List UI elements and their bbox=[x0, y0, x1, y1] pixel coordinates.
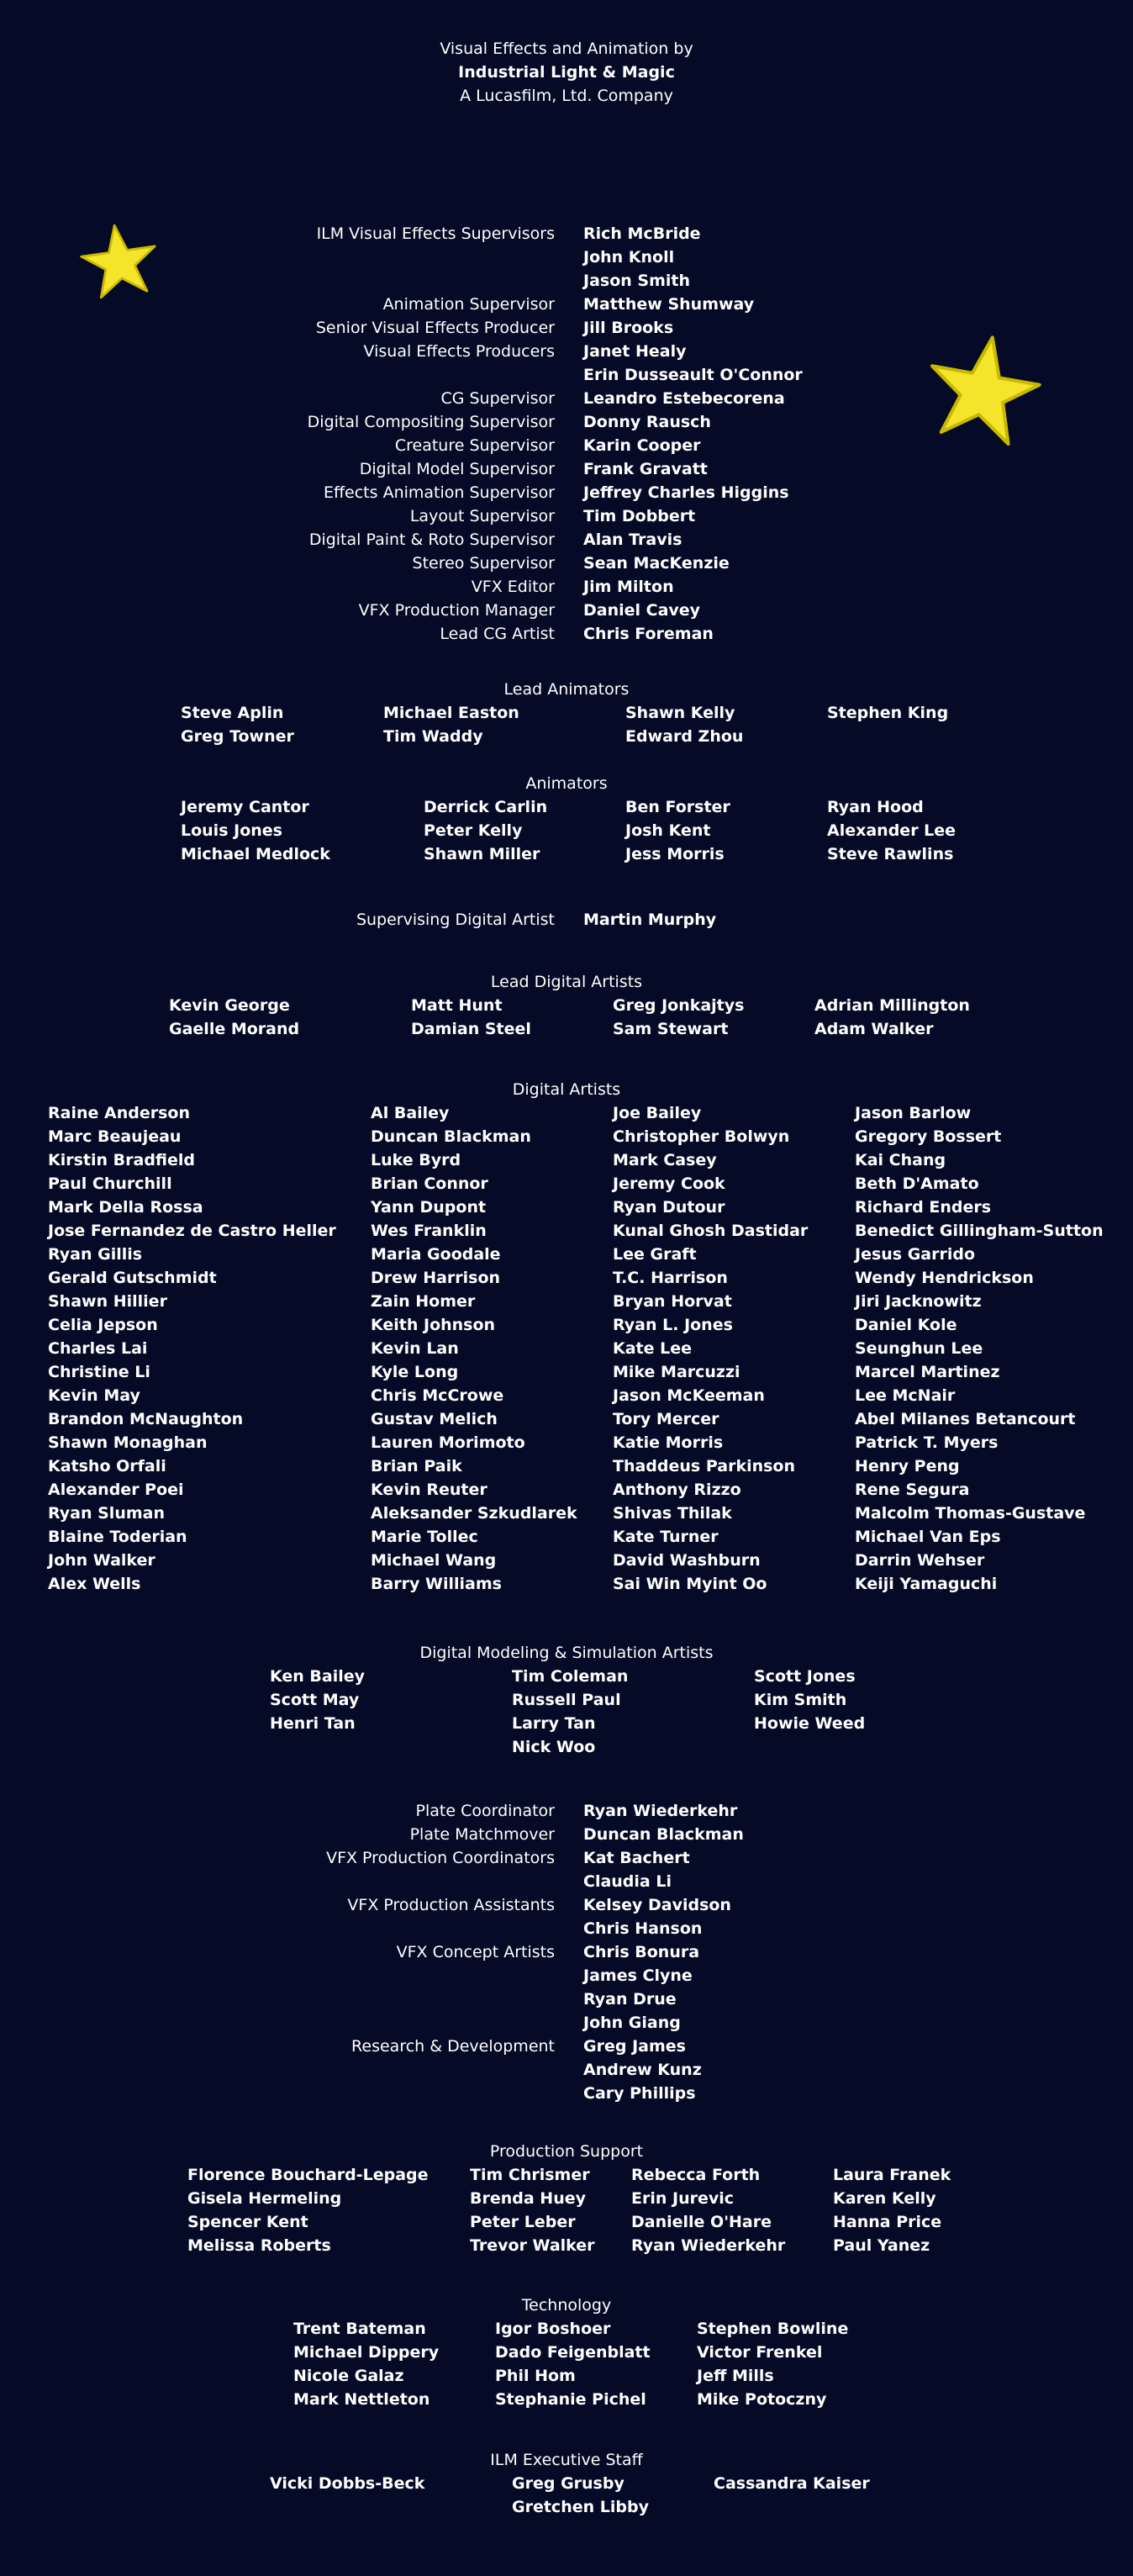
production-role: VFX Production Coordinators bbox=[326, 1849, 555, 1867]
production_support-title: Production Support bbox=[489, 2142, 644, 2161]
digital_artists-name: Kevin Lan bbox=[371, 1339, 459, 1358]
digital_artists-name: Brian Paik bbox=[371, 1457, 462, 1475]
animators-name: Louis Jones bbox=[181, 821, 282, 840]
digital_artists-name: Duncan Blackman bbox=[371, 1127, 531, 1146]
technology-name: Stephen Bowline bbox=[697, 2320, 849, 2338]
leads-role: Visual Effects Producers bbox=[363, 342, 555, 361]
executive-title: ILM Executive Staff bbox=[490, 2451, 643, 2469]
digital_artists-name: Shawn Monaghan bbox=[48, 1433, 208, 1452]
digital_artists-name: Keith Johnson bbox=[371, 1316, 496, 1334]
production-role: Research & Development bbox=[351, 2037, 555, 2056]
digital_artists-name: Benedict Gillingham-Sutton bbox=[855, 1222, 1104, 1240]
digital_artists-name: Celia Jepson bbox=[48, 1316, 158, 1334]
leads-role: Lead CG Artist bbox=[440, 625, 555, 643]
digital_artists-name: Marie Tollec bbox=[371, 1528, 478, 1546]
digital_artists-name: Ryan Dutour bbox=[613, 1198, 725, 1217]
digital_artists-name: Kai Chang bbox=[855, 1151, 946, 1169]
production-name: Claudia Li bbox=[583, 1872, 672, 1891]
leads-role: Digital Model Supervisor bbox=[359, 460, 555, 478]
leads-name: Karin Cooper bbox=[583, 436, 701, 455]
digital_artists-name: Mike Marcuzzi bbox=[613, 1363, 740, 1381]
modeling-name: Henri Tan bbox=[270, 1714, 356, 1733]
technology-name: Jeff Mills bbox=[697, 2367, 774, 2385]
production_support-name: Florence Bouchard-Lepage bbox=[187, 2166, 429, 2184]
supervising-digital-artist-role: Supervising Digital Artist bbox=[356, 911, 555, 929]
animators-name: Shawn Miller bbox=[424, 845, 540, 863]
leads-name: Sean MacKenzie bbox=[583, 554, 730, 573]
digital_artists-name: Christopher Bolwyn bbox=[613, 1127, 790, 1146]
lead_digital_artists-name: Damian Steel bbox=[411, 1020, 531, 1038]
animators-name: Ben Forster bbox=[625, 798, 730, 816]
lead_animators-name: Edward Zhou bbox=[625, 727, 744, 746]
digital_artists-name: Mark Della Rossa bbox=[48, 1198, 203, 1217]
digital_artists-name: T.C. Harrison bbox=[613, 1269, 728, 1287]
animators-name: Ryan Hood bbox=[827, 798, 924, 816]
digital_artists-name: Kevin Reuter bbox=[371, 1481, 487, 1499]
animators-name: Jeremy Cantor bbox=[181, 798, 309, 816]
digital_artists-name: Richard Enders bbox=[855, 1198, 992, 1217]
leads-name: Donny Rausch bbox=[583, 413, 711, 431]
leads-name: Jason Smith bbox=[583, 272, 690, 290]
digital_artists-name: Ryan L. Jones bbox=[613, 1316, 733, 1334]
leads-role: Layout Supervisor bbox=[409, 507, 555, 525]
digital_artists-name: Jeremy Cook bbox=[613, 1175, 725, 1193]
production-name: Kelsey Davidson bbox=[583, 1896, 731, 1914]
digital_artists-name: Aleksander Szkudlarek bbox=[371, 1504, 577, 1523]
leads-role: Senior Visual Effects Producer bbox=[315, 319, 555, 337]
lead_animators-name: Michael Easton bbox=[383, 704, 519, 722]
leads-name: Daniel Cavey bbox=[583, 601, 701, 620]
leads-name: Leandro Estebecorena bbox=[583, 389, 785, 408]
digital_artists-name: Gustav Melich bbox=[371, 1410, 498, 1428]
production_support-name: Gisela Hermeling bbox=[187, 2189, 342, 2208]
digital_artists-name: Ryan Sluman bbox=[48, 1504, 165, 1523]
leads-role: VFX Editor bbox=[471, 578, 555, 596]
digital_artists-name: David Washburn bbox=[613, 1551, 761, 1570]
production_support-name: Paul Yanez bbox=[833, 2236, 930, 2255]
digital_artists-title: Digital Artists bbox=[512, 1080, 621, 1099]
supervising-digital-artist-name: Martin Murphy bbox=[583, 911, 717, 929]
production_support-name: Danielle O'Hare bbox=[631, 2213, 772, 2231]
leads-role: Digital Compositing Supervisor bbox=[307, 413, 555, 431]
modeling-name: Scott May bbox=[270, 1691, 360, 1709]
digital_artists-name: Patrick T. Myers bbox=[855, 1433, 999, 1452]
technology-name: Mark Nettleton bbox=[293, 2390, 430, 2409]
digital_artists-name: Anthony Rizzo bbox=[613, 1481, 741, 1499]
leads-name: Janet Healy bbox=[583, 342, 687, 361]
digital_artists-name: Jesus Garrido bbox=[855, 1245, 976, 1264]
studio-line-3: A Lucasfilm, Ltd. Company bbox=[460, 87, 673, 105]
modeling-title: Digital Modeling & Simulation Artists bbox=[419, 1644, 714, 1662]
digital_artists-name: Joe Bailey bbox=[613, 1104, 702, 1122]
digital_artists-name: Alexander Poei bbox=[48, 1481, 184, 1499]
digital_artists-name: Malcolm Thomas-Gustave bbox=[855, 1504, 1086, 1523]
lead_digital_artists-name: Adam Walker bbox=[814, 1020, 934, 1038]
digital_artists-name: Kunal Ghosh Dastidar bbox=[613, 1222, 809, 1240]
production_support-name: Rebecca Forth bbox=[631, 2166, 761, 2184]
digital_artists-name: Abel Milanes Betancourt bbox=[855, 1410, 1076, 1428]
leads-role: ILM Visual Effects Supervisors bbox=[316, 224, 555, 243]
modeling-name: Larry Tan bbox=[512, 1714, 596, 1733]
digital_artists-name: Paul Churchill bbox=[48, 1175, 172, 1193]
production-name: Ryan Drue bbox=[583, 1990, 677, 2009]
leads-role: Stereo Supervisor bbox=[412, 554, 555, 573]
lead_digital_artists-name: Kevin George bbox=[169, 996, 290, 1015]
digital_artists-name: Brandon McNaughton bbox=[48, 1410, 244, 1428]
modeling-name: Howie Weed bbox=[754, 1714, 866, 1733]
digital_artists-name: Kevin May bbox=[48, 1386, 140, 1405]
technology-name: Igor Boshoer bbox=[495, 2320, 611, 2338]
leads-name: Erin Dusseault O'Connor bbox=[583, 366, 803, 384]
technology-name: Trent Bateman bbox=[293, 2320, 426, 2338]
technology-name: Stephanie Pichel bbox=[495, 2390, 646, 2409]
leads-name: Jeffrey Charles Higgins bbox=[583, 483, 789, 502]
executive-name: Gretchen Libby bbox=[512, 2498, 649, 2516]
production-name: James Clyne bbox=[583, 1966, 693, 1985]
digital_artists-name: Brian Connor bbox=[371, 1175, 488, 1193]
lead_digital_artists-title: Lead Digital Artists bbox=[490, 973, 643, 991]
production_support-name: Melissa Roberts bbox=[187, 2236, 331, 2255]
digital_artists-name: Kirstin Bradfield bbox=[48, 1151, 196, 1169]
technology-name: Mike Potoczny bbox=[697, 2390, 827, 2409]
leads-name: Matthew Shumway bbox=[583, 295, 755, 314]
animators-name: Josh Kent bbox=[625, 821, 711, 840]
digital_artists-name: Shivas Thilak bbox=[613, 1504, 732, 1523]
digital_artists-name: Mark Casey bbox=[613, 1151, 717, 1169]
star-icon-left bbox=[79, 222, 160, 299]
digital_artists-name: Barry Williams bbox=[371, 1575, 502, 1593]
digital_artists-name: Keiji Yamaguchi bbox=[855, 1575, 998, 1593]
lead_animators-name: Greg Towner bbox=[181, 727, 294, 746]
modeling-name: Russell Paul bbox=[512, 1691, 621, 1709]
production_support-name: Spencer Kent bbox=[187, 2213, 308, 2231]
leads-name: Jim Milton bbox=[583, 578, 674, 596]
production_support-name: Hanna Price bbox=[833, 2213, 942, 2231]
executive-name: Greg Grusby bbox=[512, 2474, 624, 2493]
lead_digital_artists-name: Matt Hunt bbox=[411, 996, 503, 1015]
digital_artists-name: Gregory Bossert bbox=[855, 1127, 1002, 1146]
star-icon-right bbox=[916, 332, 1051, 446]
production-name: Kat Bachert bbox=[583, 1849, 690, 1867]
lead_animators-name: Tim Waddy bbox=[383, 727, 483, 746]
digital_artists-name: Christine Li bbox=[48, 1363, 150, 1381]
lead_digital_artists-name: Gaelle Morand bbox=[169, 1020, 300, 1038]
production-name: Cary Phillips bbox=[583, 2084, 696, 2103]
leads-name: Tim Dobbert bbox=[583, 507, 696, 525]
digital_artists-name: Marcel Martinez bbox=[855, 1363, 1000, 1381]
leads-name: John Knoll bbox=[583, 248, 675, 267]
lead_digital_artists-name: Greg Jonkajtys bbox=[613, 996, 745, 1015]
modeling-name: Scott Jones bbox=[754, 1667, 856, 1686]
technology-name: Dado Feigenblatt bbox=[495, 2343, 651, 2362]
production-role: VFX Concept Artists bbox=[396, 1943, 555, 1961]
digital_artists-name: Blaine Toderian bbox=[48, 1528, 187, 1546]
digital_artists-name: Luke Byrd bbox=[371, 1151, 461, 1169]
executive-name: Cassandra Kaiser bbox=[714, 2474, 870, 2493]
production-name: John Giang bbox=[583, 2014, 681, 2032]
animators-name: Jess Morris bbox=[625, 845, 725, 863]
digital_artists-name: Michael Wang bbox=[371, 1551, 497, 1570]
leads-name: Rich McBride bbox=[583, 224, 701, 243]
production-name: Greg James bbox=[583, 2037, 686, 2056]
digital_artists-name: Kyle Long bbox=[371, 1363, 459, 1381]
production-role: VFX Production Assistants bbox=[347, 1896, 555, 1914]
digital_artists-name: Daniel Kole bbox=[855, 1316, 957, 1334]
digital_artists-name: Chris McCrowe bbox=[371, 1386, 504, 1405]
digital_artists-name: Alex Wells bbox=[48, 1575, 141, 1593]
leads-name: Alan Travis bbox=[583, 531, 682, 549]
digital_artists-name: Shawn Hillier bbox=[48, 1292, 167, 1311]
digital_artists-name: Jiri Jacknowitz bbox=[855, 1292, 982, 1311]
digital_artists-name: Raine Anderson bbox=[48, 1104, 190, 1122]
modeling-name: Nick Woo bbox=[512, 1738, 596, 1756]
digital_artists-name: Lee McNair bbox=[855, 1386, 956, 1405]
technology-name: Michael Dippery bbox=[293, 2343, 440, 2362]
digital_artists-name: Marc Beaujeau bbox=[48, 1127, 182, 1146]
digital_artists-name: Kate Lee bbox=[613, 1339, 693, 1358]
digital_artists-name: Beth D'Amato bbox=[855, 1175, 979, 1193]
lead_animators-name: Steve Aplin bbox=[181, 704, 284, 722]
digital_artists-name: Michael Van Eps bbox=[855, 1528, 1001, 1546]
leads-name: Frank Gravatt bbox=[583, 460, 708, 478]
production-name: Andrew Kunz bbox=[583, 2061, 702, 2079]
production-name: Chris Bonura bbox=[583, 1943, 700, 1961]
production_support-name: Brenda Huey bbox=[470, 2189, 587, 2208]
leads-name: Chris Foreman bbox=[583, 625, 714, 643]
technology-name: Phil Hom bbox=[495, 2367, 576, 2385]
digital_artists-name: Jose Fernandez de Castro Heller bbox=[48, 1222, 336, 1240]
digital_artists-name: Lee Graft bbox=[613, 1245, 697, 1264]
digital_artists-name: Yann Dupont bbox=[371, 1198, 487, 1217]
leads-role: Animation Supervisor bbox=[382, 295, 555, 314]
production-role: Plate Coordinator bbox=[415, 1802, 555, 1820]
leads-name: Jill Brooks bbox=[583, 319, 674, 337]
digital_artists-name: Zain Homer bbox=[371, 1292, 476, 1311]
studio-line-1: Visual Effects and Animation by bbox=[440, 40, 693, 58]
digital_artists-name: Maria Goodale bbox=[371, 1245, 501, 1264]
animators-name: Michael Medlock bbox=[181, 845, 330, 863]
production_support-name: Karen Kelly bbox=[833, 2189, 936, 2208]
animators-title: Animators bbox=[525, 774, 608, 793]
leads-role: Effects Animation Supervisor bbox=[323, 483, 555, 502]
lead_digital_artists-name: Sam Stewart bbox=[613, 1020, 729, 1038]
modeling-name: Tim Coleman bbox=[512, 1667, 629, 1686]
digital_artists-name: Tory Mercer bbox=[613, 1410, 719, 1428]
digital_artists-name: Rene Segura bbox=[855, 1481, 970, 1499]
digital_artists-name: Wes Franklin bbox=[371, 1222, 487, 1240]
digital_artists-name: Thaddeus Parkinson bbox=[613, 1457, 796, 1475]
digital_artists-name: Al Bailey bbox=[371, 1104, 450, 1122]
digital_artists-name: Kate Turner bbox=[613, 1528, 719, 1546]
lead_digital_artists-name: Adrian Millington bbox=[814, 996, 970, 1015]
leads-role: Digital Paint & Roto Supervisor bbox=[308, 531, 555, 549]
production_support-name: Laura Franek bbox=[833, 2166, 951, 2184]
leads-role: Creature Supervisor bbox=[394, 436, 555, 455]
lead_animators-name: Shawn Kelly bbox=[625, 704, 735, 722]
technology-title: Technology bbox=[521, 2296, 612, 2315]
digital_artists-name: Ryan Gillis bbox=[48, 1245, 143, 1264]
leads-role: VFX Production Manager bbox=[358, 601, 555, 620]
modeling-name: Ken Bailey bbox=[270, 1667, 366, 1686]
animators-name: Steve Rawlins bbox=[827, 845, 954, 863]
digital_artists-name: Drew Harrison bbox=[371, 1269, 501, 1287]
digital_artists-name: Katie Morris bbox=[613, 1433, 724, 1452]
digital_artists-name: Henry Peng bbox=[855, 1457, 960, 1475]
production_support-name: Tim Chrismer bbox=[470, 2166, 590, 2184]
production_support-name: Ryan Wiederkehr bbox=[631, 2236, 786, 2255]
digital_artists-name: Katsho Orfali bbox=[48, 1457, 166, 1475]
animators-name: Derrick Carlin bbox=[424, 798, 548, 816]
production_support-name: Trevor Walker bbox=[470, 2236, 595, 2255]
production_support-name: Erin Jurevic bbox=[631, 2189, 735, 2208]
digital_artists-name: Darrin Wehser bbox=[855, 1551, 985, 1570]
digital_artists-name: Gerald Gutschmidt bbox=[48, 1269, 217, 1287]
executive-name: Vicki Dobbs-Beck bbox=[270, 2474, 425, 2493]
digital_artists-name: Seunghun Lee bbox=[855, 1339, 983, 1358]
digital_artists-name: Bryan Horvat bbox=[613, 1292, 732, 1311]
digital_artists-name: Jason Barlow bbox=[855, 1104, 972, 1122]
production-role: Plate Matchmover bbox=[409, 1825, 555, 1844]
animators-name: Alexander Lee bbox=[827, 821, 956, 840]
studio-name: Industrial Light & Magic bbox=[458, 63, 675, 82]
technology-name: Victor Frenkel bbox=[697, 2343, 823, 2362]
digital_artists-name: Lauren Morimoto bbox=[371, 1433, 525, 1452]
production-name: Chris Hanson bbox=[583, 1919, 703, 1938]
digital_artists-name: Charles Lai bbox=[48, 1339, 148, 1358]
leads-role: CG Supervisor bbox=[440, 389, 555, 408]
production-name: Duncan Blackman bbox=[583, 1825, 744, 1844]
digital_artists-name: Jason McKeeman bbox=[613, 1386, 765, 1405]
digital_artists-name: Wendy Hendrickson bbox=[855, 1269, 1034, 1287]
digital_artists-name: Sai Win Myint Oo bbox=[613, 1575, 767, 1593]
animators-name: Peter Kelly bbox=[424, 821, 523, 840]
production_support-name: Peter Leber bbox=[470, 2213, 576, 2231]
technology-name: Nicole Galaz bbox=[293, 2367, 404, 2385]
production-name: Ryan Wiederkehr bbox=[583, 1802, 738, 1820]
lead_animators-name: Stephen King bbox=[827, 704, 949, 722]
digital_artists-name: John Walker bbox=[48, 1551, 155, 1570]
lead_animators-title: Lead Animators bbox=[503, 680, 630, 699]
modeling-name: Kim Smith bbox=[754, 1691, 847, 1709]
